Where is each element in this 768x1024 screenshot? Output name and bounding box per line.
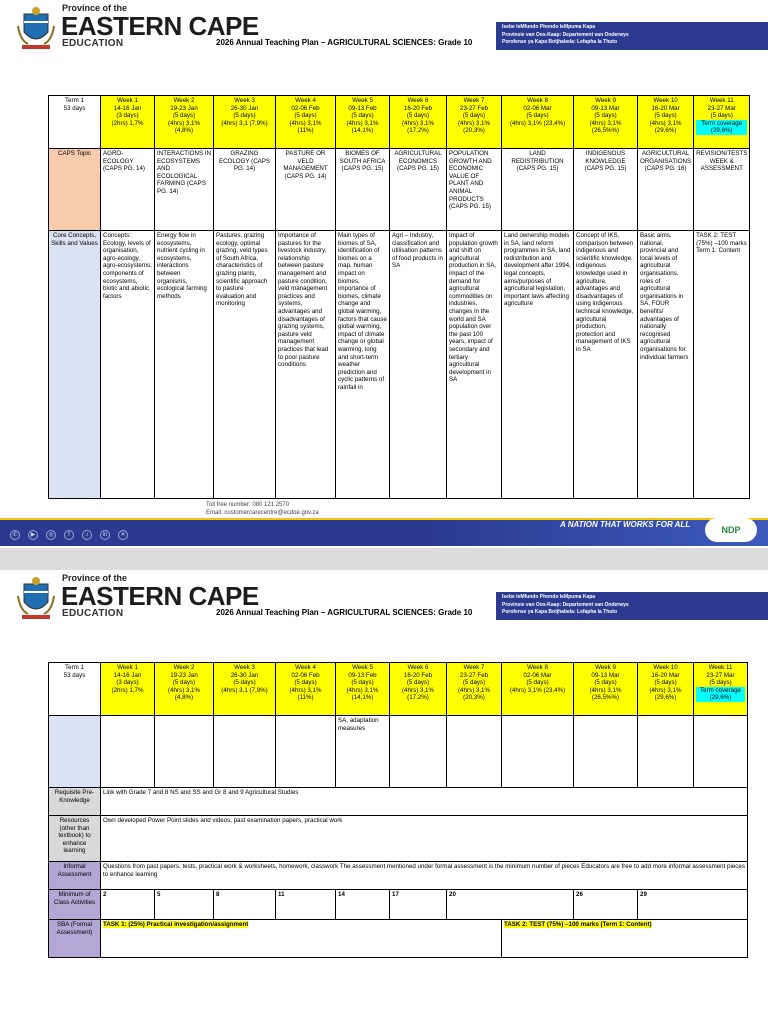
week-hours: (4hrs) 3,1% — [589, 686, 622, 694]
education-text: EDUCATION — [62, 608, 124, 619]
week-hours: (4hrs) 3,1 (7,9%) — [221, 686, 268, 694]
count-cell: 17 — [390, 890, 447, 920]
week-5-header — [336, 96, 390, 149]
week-dates: 14-16 Jan — [113, 671, 142, 679]
week-label: Week 4 — [295, 664, 316, 671]
week-dates: 16-20 Mar — [651, 671, 680, 679]
week-days: (5 days) — [351, 679, 374, 687]
footer-top-area — [0, 500, 768, 518]
week-days: (5 days) — [709, 679, 732, 687]
week-label: Week 8 — [527, 664, 548, 671]
week-11-header — [694, 96, 750, 149]
document-title: 2026 Annual Teaching Plan – AGRICULTURAL SCIENCES: Grade 10 — [216, 608, 473, 617]
resources-row — [49, 816, 748, 862]
concept-cell: Basic aims, national, provincial and local levels of agricultural organisations, roles of agricultural organisations in SA, FOUR benefits/ advantages of nationally recognised agricultural organisations for individual farmers — [638, 231, 694, 499]
topic-cell: PASTURE OR VELD MANAGEMENT (CAPS PG. 14) — [276, 149, 336, 231]
sba-task-1 — [101, 920, 502, 958]
week-3-header — [214, 96, 276, 149]
concept-cell — [276, 716, 336, 788]
sba-label: SBA (Formal Assessment) — [49, 920, 101, 958]
week-label: Week 11 — [708, 664, 733, 671]
page-footer — [0, 500, 768, 548]
week-label: Week 6 — [407, 97, 429, 104]
week-days: (5 days) — [654, 112, 677, 120]
topic-cell: BIOMES OF SOUTH AFRICA (CAPS PG. 15) — [336, 149, 390, 231]
week-hours: (4hrs) 3,1% — [589, 119, 622, 127]
contact-email: Email: customercarecentre@ecdoe.gov.za — [206, 510, 319, 516]
concept-cell: Energy flow in ecosystems, nutrient cycling in ecosystems, interactions between organisms, ecological farming methods — [155, 231, 214, 499]
week-hours: (2hrs) 1,7% — [111, 686, 144, 694]
week-hours: (4hrs) 3,1% — [649, 686, 682, 694]
concept-cell: TASK 2: TEST (75%) –100 marks Term 1: Content — [694, 231, 750, 499]
ndp-logo: NDP — [705, 518, 757, 542]
week-4-header — [276, 96, 336, 149]
week-label: Week 4 — [295, 97, 316, 104]
province-small-text: Province of the — [62, 573, 128, 583]
nation-slogan: A NATION THAT WORKS FOR ALL — [560, 520, 691, 529]
requisite-label: Requisite Pre-Knowledge — [49, 788, 101, 816]
week-days: (3 days) — [116, 679, 139, 687]
week-days: (5 days) — [462, 112, 486, 120]
week-1-header — [101, 96, 155, 149]
week-label: Week 2 — [173, 664, 195, 671]
week-dates: 16-20 Feb — [403, 104, 433, 112]
week-10-header — [638, 96, 694, 149]
week-hours: (4hrs) 3,1% — [649, 119, 682, 127]
concept-cell — [214, 716, 276, 788]
week-cumulative: (29,6%) — [654, 127, 677, 135]
week-days: (5 days) — [406, 112, 430, 120]
requisite-text: Link with Grade 7 and 8 NS and SS and Gr 8 and 9 Agricultural Studies — [101, 788, 748, 816]
week-hours: (4hrs) 3,1% (23,4%) — [509, 686, 566, 694]
facebook-icon[interactable]: f — [64, 530, 74, 540]
week-days: (3 days) — [116, 112, 139, 120]
concept-cell: Concepts: Ecology, levels of organisation, agro-ecology, agro-ecosystems, components of ecosystems, biotic and abiotic factors — [101, 231, 155, 499]
topic-cell: INDIGENOUS KNOWLEDGE (CAPS PG. 15) — [574, 149, 638, 231]
week-dates: 02-06 Mar — [523, 104, 552, 112]
topic-cell: LAND REDISTRIBUTION (CAPS PG. 15) — [502, 149, 574, 231]
week-hours: (4hrs) 3,1% — [289, 119, 322, 127]
week-label: Week 3 — [234, 97, 255, 104]
week-dates: 09-13 Feb — [348, 104, 377, 112]
term-coverage-label: Term coverage — [696, 687, 745, 695]
dept-line: Provinsie van Oos-Kaap: Departement van Onderwys — [502, 31, 629, 38]
week-dates: 23-27 Feb — [459, 104, 489, 112]
tiktok-icon[interactable]: ♪ — [82, 530, 92, 540]
concept-cell — [390, 716, 447, 788]
dept-line: Isebe leMfundo Phondo leMpuma Kapa — [502, 594, 596, 600]
term-coverage-value: (29,6%) — [696, 694, 745, 702]
week-days: (5 days) — [172, 679, 196, 687]
week-2-header — [155, 663, 214, 716]
week-days: (5 days) — [594, 679, 617, 687]
count-cell: 29 — [638, 890, 748, 920]
week-label: Week 1 — [117, 664, 138, 671]
week-label: Week 5 — [352, 664, 373, 671]
week-dates: 02-06 Feb — [291, 104, 320, 112]
week-days: (5 days) — [710, 112, 733, 120]
coat-of-arms-icon — [16, 6, 56, 50]
week-hours: (4hrs) 3,1% — [346, 119, 379, 127]
week-days: (5 days) — [233, 112, 256, 120]
week-days: (5 days) — [294, 679, 317, 687]
dept-line: Porofense ya Kapa Botjhabela: Lefapha la Thuto — [502, 609, 618, 615]
week-dates: 09-13 Mar — [591, 104, 620, 112]
youtube-icon[interactable]: ▶ — [28, 530, 38, 540]
week-cumulative: (14,1%) — [351, 127, 374, 135]
term-coverage-value: (29,6%) — [696, 127, 747, 135]
concept-cell — [101, 716, 155, 788]
week-7-header — [447, 663, 502, 716]
week-label: Week 8 — [527, 97, 548, 104]
topic-cell: AGRICULTURAL ORGANISATIONS (CAPS PG. 16) — [638, 149, 694, 231]
page-header — [0, 0, 768, 70]
linkedin-icon[interactable]: in — [100, 530, 110, 540]
resources-text: Own developed Power Point slides and videos, past examination papers, practical work — [101, 816, 748, 862]
count-cell: 11 — [276, 890, 336, 920]
page-gap — [0, 548, 768, 570]
week-dates: 26-30 Jan — [230, 104, 259, 112]
week-days: (5 days) — [406, 679, 430, 687]
term-coverage-label: Term coverage — [696, 120, 747, 128]
week-label: Week 7 — [463, 664, 485, 671]
toll-free-number: Toll free number: 080 121 2570 — [206, 502, 290, 508]
week-hours: (4hrs) 3,1% — [458, 119, 490, 127]
week-header-row — [49, 96, 750, 149]
core-concepts-continued-row — [49, 716, 748, 788]
week-5-header — [336, 663, 390, 716]
week-hours: (4hrs) 3,1 (7,9%) — [221, 119, 268, 127]
province-small-text: Province of the — [62, 3, 128, 13]
term-label: Term 1 — [65, 97, 84, 104]
dept-line: Porofense ya Kapa Botjhabela: Lefapha la Thuto — [502, 39, 618, 45]
concept-cell — [447, 716, 502, 788]
dept-line: Provinsie van Oos-Kaap: Departement van Onderwys — [502, 601, 629, 608]
week-dates: 09-13 Feb — [348, 671, 377, 679]
concept-cell — [638, 716, 694, 788]
week-7-header — [447, 96, 502, 149]
page-header — [0, 570, 768, 640]
week-days: (5 days) — [462, 679, 486, 687]
week-header-row — [49, 663, 748, 716]
week-cumulative: (4,8%) — [174, 127, 194, 135]
week-dates: 09-13 Mar — [591, 671, 620, 679]
week-label: Week 2 — [173, 97, 195, 104]
week-days: (5 days) — [594, 112, 617, 120]
week-cumulative: (11%) — [297, 127, 314, 135]
week-2-header — [155, 96, 214, 149]
term-cell — [49, 663, 101, 716]
sba-row — [49, 920, 748, 958]
count-cell: 20 — [447, 890, 574, 920]
informal-row — [49, 862, 748, 890]
topic-cell: GRAZING ECOLOGY (CAPS PG. 14) — [214, 149, 276, 231]
count-cell: 8 — [214, 890, 276, 920]
week-cumulative: (17,2%) — [407, 127, 429, 135]
week-days: (5 days) — [294, 112, 317, 120]
week-label: Week 3 — [234, 664, 255, 671]
week-cumulative: (26,5%%) — [591, 127, 620, 135]
term-cell — [49, 96, 101, 149]
count-cell: 26 — [574, 890, 638, 920]
count-cell: 14 — [336, 890, 390, 920]
week-hours: (4hrs) 3,1% — [168, 119, 200, 127]
week-11-header — [694, 663, 748, 716]
week-dates: 23-27 Mar — [706, 671, 735, 679]
topic-cell: AGRO-ECOLOGY (CAPS PG. 14) — [101, 149, 155, 231]
whatsapp-icon[interactable]: ✆ — [10, 530, 20, 540]
week-9-header — [574, 96, 638, 149]
informal-label: Informal Assessment — [49, 862, 101, 890]
week-label: Week 6 — [407, 664, 429, 671]
teaching-plan-table — [48, 95, 750, 499]
week-1-header — [101, 663, 155, 716]
week-cumulative: (4,8%) — [174, 694, 194, 702]
week-hours: (4hrs) 3,1% — [289, 686, 322, 694]
week-label: Week 9 — [595, 97, 616, 104]
week-days: (5 days) — [526, 679, 549, 687]
week-8-header — [502, 96, 574, 149]
social-icons — [10, 530, 128, 540]
week-cumulative: (26,5%%) — [591, 694, 620, 702]
province-name: EASTERN CAPE — [61, 11, 259, 41]
concept-cell: Pastures, grazing ecology, optimal grazing, veld types of South Africa, characteristics of grazing plants, scientific approach to pasture evaluation and monitoring — [214, 231, 276, 499]
week-dates: 23-27 Mar — [707, 104, 736, 112]
week-hours: (2hrs) 1,7% — [111, 119, 144, 127]
term-days: 53 days — [63, 104, 86, 112]
topic-cell: REVISION/TESTS WEEK & ASSESSMENT — [694, 149, 750, 231]
week-days: (5 days) — [351, 112, 374, 120]
requisite-row — [49, 788, 748, 816]
core-concepts-label: Core Concepts, Skills and Values — [49, 231, 101, 499]
week-label: Week 11 — [709, 97, 734, 104]
week-dates: 26-30 Jan — [230, 671, 259, 679]
week-dates: 14-16 Jan — [113, 104, 142, 112]
topic-cell: POPULATION GROWTH AND ECONOMIC VALUE OF PLANT AND ANIMAL PRODUCTS (CAPS PG. 15) — [447, 149, 502, 231]
week-dates: 02-06 Mar — [523, 671, 552, 679]
concept-cell — [574, 716, 638, 788]
week-dates: 16-20 Feb — [403, 671, 433, 679]
week-dates: 19-23 Jan — [170, 104, 198, 112]
informal-text: Questions from past papers, tests, practical work & worksheets, homework, classwork The assessment mentioned under formal assessment is the minimum number of pieces Educators are free to add more informal assessment pieces to enhance learning — [101, 862, 748, 890]
concept-cell — [155, 716, 214, 788]
sba-task-2 — [502, 920, 748, 958]
week-label: Week 5 — [352, 97, 373, 104]
week-6-header — [390, 663, 447, 716]
week-cumulative: (20,3%) — [463, 694, 485, 702]
document-title: 2026 Annual Teaching Plan – AGRICULTURAL SCIENCES: Grade 10 — [216, 38, 473, 47]
core-concepts-row — [49, 231, 750, 499]
week-hours: (4hrs) 3,1% — [402, 119, 434, 127]
term-label: Term 1 — [65, 664, 84, 671]
concept-cell: SA, adaptation measures — [336, 716, 390, 788]
concept-cell — [502, 716, 574, 788]
dept-line: Isebe leMfundo Phondo leMpuma Kapa — [502, 24, 596, 30]
education-text: EDUCATION — [62, 38, 124, 49]
concept-cell: Impact of population growth and shift on agricultural production in SA, impact of the demand for agricultural commodities on industries, changes in the world and SA population over the past 100 years, impact of secondary and tertiary agricultural development in SA — [447, 231, 502, 499]
week-days: (5 days) — [233, 679, 256, 687]
topic-cell: INTERACTIONS IN ECOSYSTEMS AND ECOLOGICAL FARMING (CAPS PG. 14) — [155, 149, 214, 231]
week-dates: 16-20 Mar — [651, 104, 680, 112]
week-cumulative: (29,6%) — [654, 694, 677, 702]
week-dates: 02-06 Feb — [291, 671, 320, 679]
core-concepts-label-continued — [49, 716, 101, 788]
week-10-header — [638, 663, 694, 716]
week-label: Week 10 — [653, 664, 678, 671]
week-label: Week 10 — [653, 97, 678, 104]
week-3-header — [214, 663, 276, 716]
instagram-icon[interactable]: ◎ — [46, 530, 56, 540]
concept-cell: Main types of biomes of SA, identification of biomes on a map, human impact on biomes, importance of biomes, climate change and global warming, factors that cause global warming, impact of climate change or global warming, long and short-term weather prediction and cyclic patterns of rainfall in — [336, 231, 390, 499]
province-name: EASTERN CAPE — [61, 581, 259, 611]
minimum-activities-row — [49, 890, 748, 920]
week-dates: 19-23 Jan — [170, 671, 198, 679]
week-label: Week 7 — [463, 97, 485, 104]
concept-cell: Concept of IKS, comparison between indigenous and scientific knowledge, indigenous knowledge used in agriculture, advantages and disadvantages of using indigenous technical knowledge, agricultural production, protection and management of IKS in SA — [574, 231, 638, 499]
week-days: (5 days) — [654, 679, 677, 687]
sba-task-1-text: TASK 1: (25%) Practical investigation/assignment — [103, 921, 249, 928]
week-8-header — [502, 663, 574, 716]
week-hours: (4hrs) 3,1% — [168, 686, 200, 694]
concept-cell: Importance of pastures for the livestock industry, relationship between pasture management and pasture condition, veld management practices and systems, advantages and disadvantages of grazing systems, pasture veld management practices that lead to poor pasture conditions — [276, 231, 336, 499]
topic-cell: AGRICULTURAL ECONOMICS (CAPS PG. 15) — [390, 149, 447, 231]
teaching-plan-table-continued — [48, 662, 748, 958]
week-dates: 23-27 Feb — [459, 671, 489, 679]
term-days: 53 days — [63, 671, 86, 679]
week-cumulative: (14,1%) — [351, 694, 374, 702]
concept-cell: Agri – Industry, classification and utilisation patterns of food products in SA — [390, 231, 447, 499]
week-cumulative: (20,3%) — [463, 127, 485, 135]
coat-of-arms-icon — [16, 576, 56, 620]
week-hours: (4hrs) 3,1% — [402, 686, 434, 694]
caps-topic-label: CAPS Topic — [49, 149, 101, 231]
page-2 — [0, 570, 768, 1024]
week-label: Week 9 — [595, 664, 616, 671]
week-hours: (4hrs) 3,1% — [346, 686, 379, 694]
week-days: (5 days) — [172, 112, 196, 120]
week-6-header — [390, 96, 447, 149]
concept-cell — [694, 716, 748, 788]
count-cell: 5 — [155, 890, 214, 920]
week-days: (5 days) — [526, 112, 549, 120]
week-hours: (4hrs) 3,1% — [458, 686, 490, 694]
week-cumulative: (17,2%) — [407, 694, 429, 702]
minimum-label: Minimum of Class Activities — [49, 890, 101, 920]
week-cumulative: (11%) — [297, 694, 314, 702]
department-banner — [496, 22, 768, 50]
week-hours: (4hrs) 3,1% (23,4%) — [509, 119, 566, 127]
week-9-header — [574, 663, 638, 716]
week-label: Week 1 — [117, 97, 138, 104]
resources-label: Resources (other than textbook) to enhance learning — [49, 816, 101, 862]
caps-topic-row — [49, 149, 750, 231]
department-banner — [496, 592, 768, 620]
x-icon[interactable]: ✕ — [118, 530, 128, 540]
count-cell: 2 — [101, 890, 155, 920]
sba-task-2-text: TASK 2: TEST (75%) –100 marks (Term 1: Content) — [504, 921, 652, 928]
concept-cell: Land ownership models in SA, land reform programmes in SA, land redistribution and development after 1994, legal concepts, aims/purposes of agricultural legislation, important laws affecting agriculture — [502, 231, 574, 499]
week-4-header — [276, 663, 336, 716]
